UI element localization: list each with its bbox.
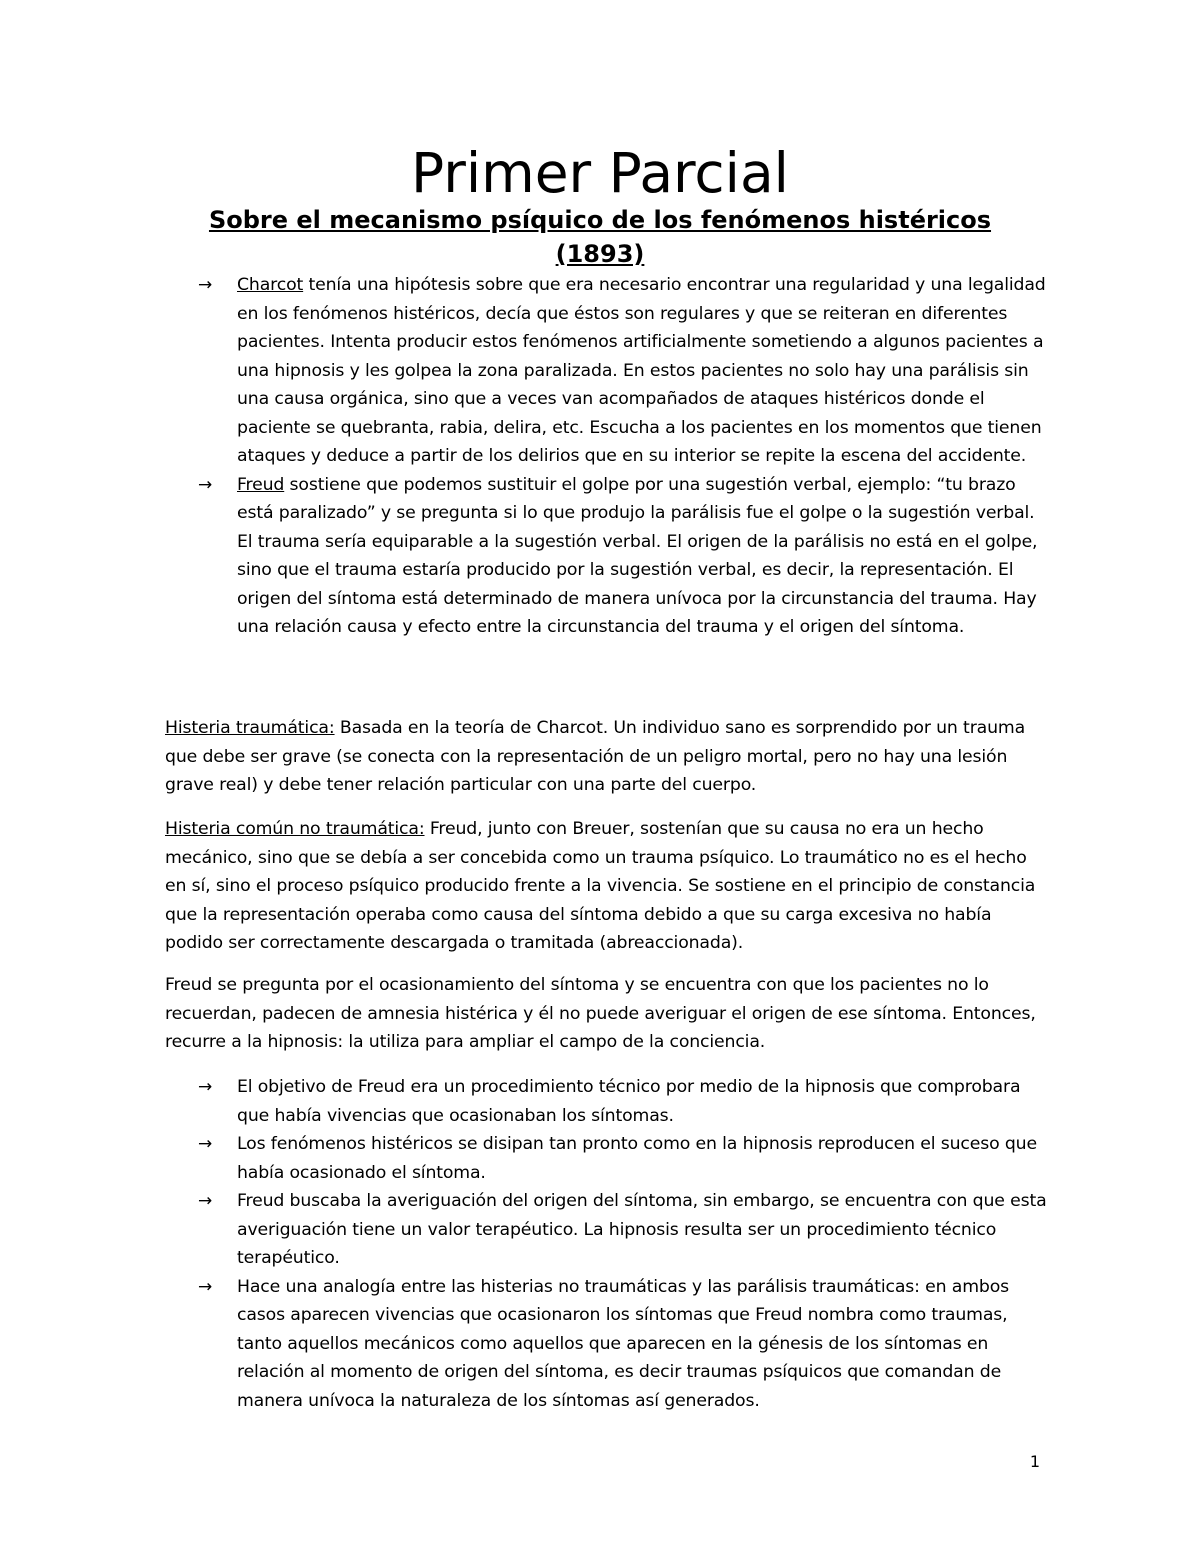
section-subtitle xyxy=(150,203,1050,271)
subtitle-line-2: (1893) xyxy=(555,240,645,268)
charcot-text: tenía una hipótesis sobre que era necesario encontrar una regularidad y una legalidad en los fenómenos histéricos, decía que éstos son regulares y que se reiteran en diferentes pacientes. Intenta producir estos fenómenos artificialmente sometiendo a algunos pacientes a una hipnosis y les golpea la zona paralizada. En estos pacientes no solo hay una parálisis sin una causa orgánica, sino que a veces van acompañados de ataques histéricos donde el paciente se quebranta, rabia, delira, etc. Escucha a los pacientes en los momentos que tienen ataques y deduce a partir de los delirios que en su interior se repite la escena del accidente. xyxy=(237,275,1046,466)
list-item-averiguacion xyxy=(198,1187,1048,1273)
freud-paragraph: Freud se pregunta por el ocasionamiento del síntoma y se encuentra con que los pacientes no lo recuerdan, padecen de amnesia histérica y él no puede averiguar el origen de ese síntoma. Entonces, recurre a la hipnosis: la utiliza para ampliar el campo de la conciencia. xyxy=(165,975,1036,1052)
list-item-text: Hace una analogía entre las histerias no traumáticas y las parálisis traumáticas: en ambos casos aparecen vivencias que ocasionaron los síntomas que Freud nombra como traumas, tanto aquellos mecánicos como aquellos que aparecen en la génesis de los síntomas en relación al momento de origen del síntoma, es decir traumas psíquicos que comandan de manera unívoca la naturaleza de los síntomas así generados. xyxy=(237,1276,1009,1411)
list-item-text: Los fenómenos histéricos se disipan tan pronto como en la hipnosis reproducen el suceso que había ocasionado el síntoma. xyxy=(237,1134,1037,1183)
histeria-traumatica-paragraph xyxy=(165,714,1045,800)
arrow-icon: → xyxy=(198,275,213,295)
arrow-icon: → xyxy=(198,474,213,495)
hipnosis-list xyxy=(198,1073,1048,1415)
list-item-objetivo xyxy=(198,1073,1048,1130)
arrow-icon: → xyxy=(198,1134,213,1154)
arrow-icon: → xyxy=(198,1276,213,1297)
histeria-comun-paragraph xyxy=(165,815,1045,958)
list-item-freud xyxy=(198,471,1048,642)
list-item-text: El objetivo de Freud era un procedimiento técnico por medio de la hipnosis que comprobara que había vivencias que ocasionaban los síntomas. xyxy=(237,1077,1021,1126)
arrow-icon: → xyxy=(198,1191,213,1211)
list-item-fenomenos xyxy=(198,1130,1048,1187)
histeria-traumatica-text: Basada en la teoría de Charcot. Un individuo sano es sorprendido por un trauma que debe ser grave (se conecta con la representación de un peligro mortal, pero no hay una lesión grave real) y debe tener relación particular con una parte del cuerpo. xyxy=(165,718,1026,795)
list-item-text: Freud buscaba la averiguación del origen del síntoma, sin embargo, se encuentra con que esta averiguación tiene un valor terapéutico. La hipnosis resulta ser un procedimiento técnico terapéutico. xyxy=(237,1191,1047,1268)
histeria-comun-heading: Histeria común no traumática: xyxy=(165,819,425,839)
histeria-traumatica-heading: Histeria traumática: xyxy=(165,718,335,738)
list-item-charcot xyxy=(198,271,1048,471)
page-number: 1 xyxy=(1029,1452,1040,1471)
charcot-freud-list xyxy=(198,271,1048,642)
document-title: Primer Parcial xyxy=(411,141,789,205)
freud-text: sostiene que podemos sustituir el golpe por una sugestión verbal, ejemplo: “tu brazo está paralizado” y se pregunta si lo que produjo la parálisis fue el golpe o la sugestión verbal. El trauma sería equiparable a la sugestión verbal. El origen de la parálisis no está en el golpe, sino que el trauma estaría producido por la sugestión verbal, es decir, la representación. El origen del síntoma está determinado de manera unívoca por la circunstancia del trauma. Hay una relación causa y efecto entre la circunstancia del trauma y el origen del síntoma. xyxy=(237,474,1038,637)
arrow-icon: → xyxy=(198,1077,213,1097)
histeria-comun-text: Freud, junto con Breuer, sostenían que su causa no era un hecho mecánico, sino que se debía a ser concebida como un trauma psíquico. Lo traumático no es el hecho en sí, sino el proceso psíquico producido frente a la vivencia. Se sostiene en el principio de constancia que la representación operaba como causa del síntoma debido a que su carga excesiva no había podido ser correctamente descargada o tramitada (abreaccionada). xyxy=(165,819,1036,953)
charcot-lead: Charcot xyxy=(237,275,304,295)
freud-lead: Freud xyxy=(237,474,285,495)
list-item-analogia xyxy=(198,1273,1048,1416)
subtitle-line-1: Sobre el mecanismo psíquico de los fenómenos histéricos xyxy=(208,206,992,234)
